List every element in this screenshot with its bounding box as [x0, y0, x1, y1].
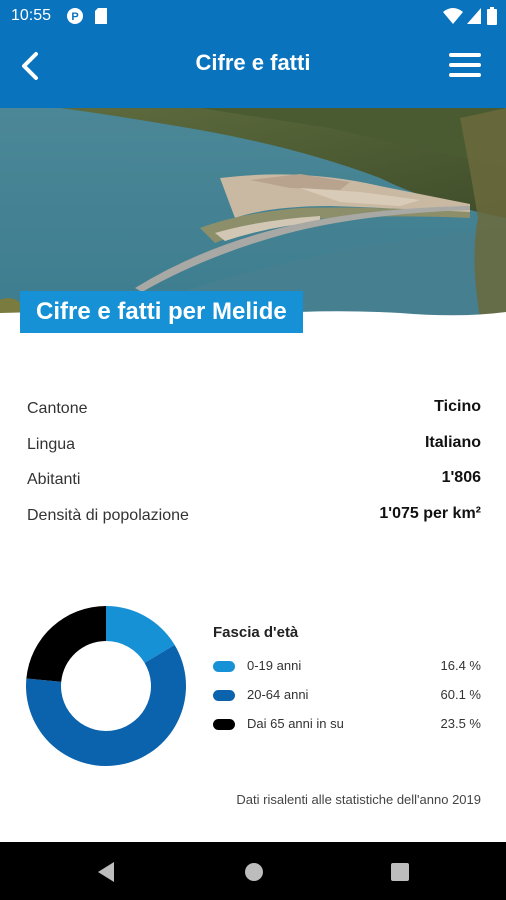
menu-button[interactable]: [448, 50, 482, 80]
hero-badge: Cifre e fatti per Melide: [20, 291, 303, 333]
nav-back-icon[interactable]: [96, 861, 116, 883]
legend-item: [213, 686, 481, 708]
legend-swatch: [213, 719, 235, 730]
fact-row-abitanti: [27, 465, 481, 501]
legend-value: 16.4 %: [440, 658, 481, 673]
notification-icon: [66, 7, 84, 30]
fact-label: Densità di popolazione: [27, 506, 189, 524]
system-nav-bar: [0, 842, 506, 900]
fact-label: Cantone: [27, 400, 88, 417]
fact-row-densita: [27, 501, 481, 537]
legend-label: 0-19 anni: [247, 658, 302, 673]
hamburger-menu-icon: [448, 50, 482, 80]
signal-icon: [466, 7, 482, 30]
fact-row-lingua: [27, 430, 481, 466]
legend-item: [213, 657, 481, 679]
legend-value: 60.1 %: [440, 687, 481, 702]
legend-title: Fascia d'età: [213, 624, 299, 641]
fact-row-cantone: [27, 394, 481, 430]
fact-label: Abitanti: [27, 471, 81, 488]
legend-swatch: [213, 690, 235, 701]
nav-home-icon[interactable]: [243, 861, 265, 883]
svg-text:P: P: [71, 11, 79, 23]
status-time: 10:55: [11, 7, 52, 24]
nav-recents-icon[interactable]: [390, 862, 410, 882]
fact-value: 1'806: [441, 469, 481, 486]
data-source-note: Dati risalenti alle statistiche dell'anno 2019: [236, 792, 481, 807]
app-header: [0, 0, 506, 108]
legend-label: 20-64 anni: [247, 687, 309, 702]
page-title: Cifre e fatti: [195, 50, 311, 75]
fact-value: Ticino: [434, 398, 481, 415]
sd-card-icon: [94, 7, 108, 30]
fact-value: 1'075 per km²: [379, 504, 481, 522]
legend-swatch: [213, 661, 235, 672]
status-bar: [0, 0, 506, 34]
fact-value: Italiano: [424, 433, 481, 451]
battery-icon: [487, 7, 497, 30]
facts-list: [27, 394, 481, 536]
fact-label: Lingua: [27, 435, 76, 453]
legend-value: 23.5 %: [440, 716, 481, 731]
legend-label: Dai 65 anni in su: [247, 716, 344, 731]
donut-slice-2: [26, 606, 106, 682]
wifi-icon: [443, 7, 463, 30]
legend-item: [213, 715, 481, 737]
hero-image: [0, 108, 506, 318]
age-donut-chart: [26, 606, 186, 766]
